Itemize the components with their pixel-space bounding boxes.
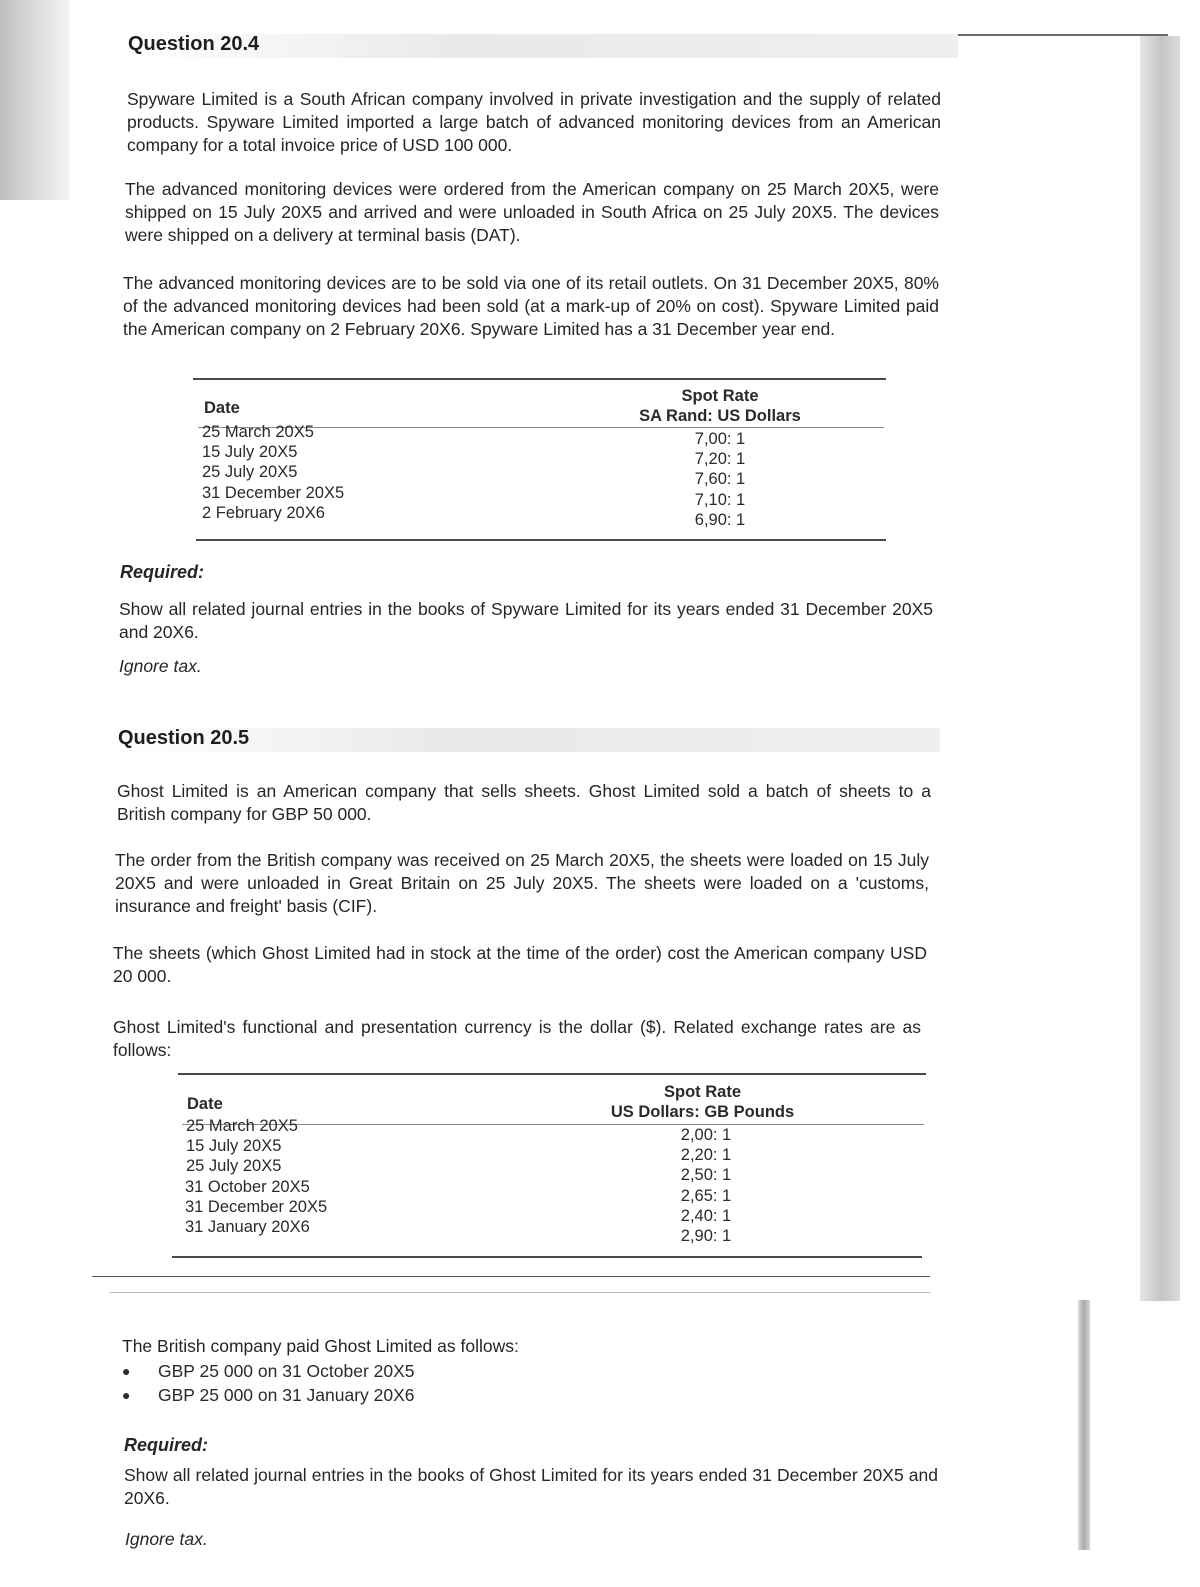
table-bottom-rule [196,539,886,541]
table-rate-subheader: SA Rand: US Dollars [639,407,801,425]
table-cell-rate: 7,00: 1 [694,430,746,448]
q205-paragraph-1: Ghost Limited is an American company that sells sheets. Ghost Limited sold a batch of sheets to a British company for GBP 50 000. [117,781,931,824]
table-cell-rate: 2,65: 1 [680,1187,732,1205]
q205-paragraph-3: The sheets (which Ghost Limited had in stock at the time of the order) cost the American company USD 20 000. [113,943,927,986]
table-cell-rate: 2,90: 1 [680,1227,732,1245]
table-cell-date: 31 October 20X5 [185,1178,310,1196]
table-cell-rate: 6,90: 1 [694,511,746,529]
q204-required-text: Show all related journal entries in the books of Spyware Limited for its years ended 31 December 20X5 and 20X6. [119,599,933,642]
question-20-5-heading: Question 20.5 [118,727,250,749]
q204-paragraph-2: The advanced monitoring devices were ordered from the American company on 25 March 20X5, were shipped on 15 July 20X5 and arrived and were unloaded in South Africa on 25 July 20X5. The devices were shipped on a delivery at terminal basis (DAT). [125,179,939,245]
q205-payment-intro: The British company paid Ghost Limited as follows: [122,1336,519,1356]
table-cell-date: 31 December 20X5 [185,1198,328,1216]
section-rule [92,1276,930,1277]
q204-required-label: Required: [120,562,205,582]
list-item [122,1383,415,1407]
table-cell-rate: 2,40: 1 [680,1207,732,1225]
list-item [122,1359,415,1383]
table-top-rule [193,378,886,380]
q205-ignore-tax: Ignore tax. [125,1529,208,1549]
scan-shadow-left [0,0,70,200]
table-cell-date: 15 July 20X5 [202,443,298,461]
table-cell-rate: 7,20: 1 [694,450,746,468]
q204-paragraph-1: Spyware Limited is a South African company involved in private investigation and the supply of related products. Spyware Limited imported a large batch of advanced monitoring devices from an American company for a total invoice price of USD 100 000. [127,89,941,155]
table-cell-rate: 2,20: 1 [680,1146,732,1164]
q205-paragraph-2: The order from the British company was received on 25 March 20X5, the sheets were loaded on 15 July 20X5 and were unloaded in Great Britain on 25 July 20X5. The sheets were loaded on a 'customs, insurance and freight' basis (CIF). [115,850,929,916]
q205-paragraph-4: Ghost Limited's functional and presentation currency is the dollar ($). Related exchange rates are as follows: [113,1017,921,1060]
question-20-4-heading: Question 20.4 [128,33,260,55]
table-cell-rate: 7,60: 1 [694,470,746,488]
table-rate-subheader: US Dollars: GB Pounds [610,1103,795,1121]
table-cell-rate: 7,10: 1 [694,491,746,509]
table-cell-date: 25 March 20X5 [202,423,314,441]
scan-shadow-right [1140,36,1180,1301]
table-cell-date: 25 March 20X5 [186,1117,298,1135]
q204-paragraph-3: The advanced monitoring devices are to be sold via one of its retail outlets. On 31 December 20X5, 80% of the advanced monitoring devices had been sold (at a mark-up of 20% on cost). Spyware Limited paid the American company on 2 February 20X6. Spyware Limited has a 31 December year end. [123,273,939,339]
payment-text: GBP 25 000 on 31 January 20X6 [158,1385,415,1405]
table-date-header: Date [187,1095,223,1113]
section-rule-faint [110,1292,930,1293]
table-top-rule [178,1073,926,1075]
q205-payment-list [122,1359,415,1407]
q205-required-label: Required: [124,1435,209,1455]
table-bottom-rule [172,1256,922,1258]
table-rate-header: Spot Rate [663,1083,741,1101]
bullet-icon: ● [122,1387,131,1403]
table-date-header: Date [204,399,240,417]
table-cell-rate: 2,50: 1 [680,1166,732,1184]
table-cell-date: 15 July 20X5 [186,1137,282,1155]
table-cell-date: 25 July 20X5 [202,463,298,481]
scan-shadow-right-lower [1078,1300,1090,1550]
q205-required-text: Show all related journal entries in the books of Ghost Limited for its years ended 31 December 20X5 and 20X6. [124,1465,938,1508]
payment-text: GBP 25 000 on 31 October 20X5 [158,1361,415,1381]
table-cell-date: 31 January 20X6 [185,1218,310,1236]
table-cell-date: 31 December 20X5 [202,484,345,502]
q204-ignore-tax: Ignore tax. [119,656,202,676]
bullet-icon: ● [122,1363,131,1379]
table-cell-rate: 2,00: 1 [680,1126,732,1144]
table-rate-header: Spot Rate [681,387,759,405]
table-cell-date: 25 July 20X5 [186,1157,282,1175]
table-cell-date: 2 February 20X6 [202,504,325,522]
